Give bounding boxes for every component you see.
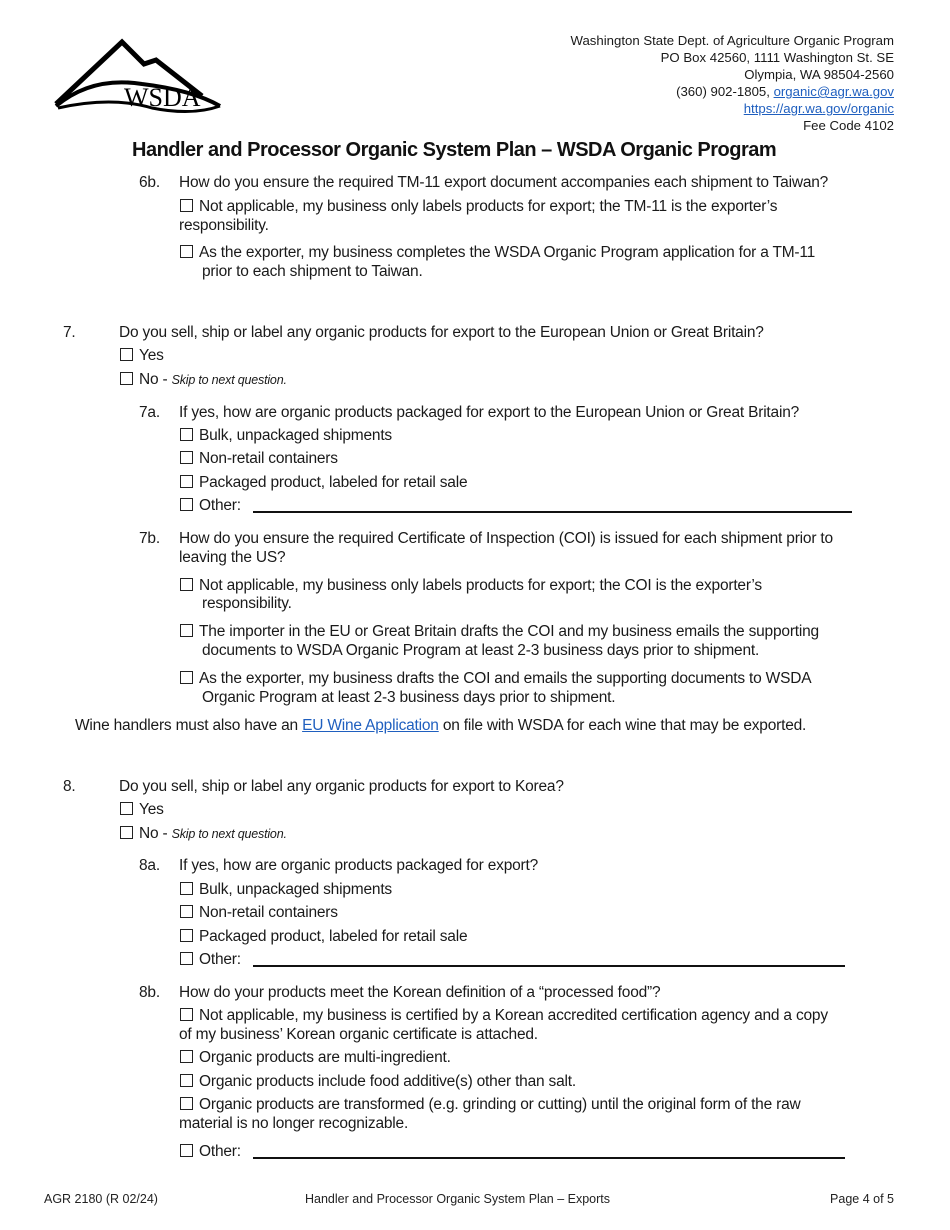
option-8a-2: Non-retail containers [180,904,338,922]
question-number: 7b. [139,530,160,547]
footer-title: Handler and Processor Organic System Plan – Exports [305,1192,610,1206]
question-6b: How do you ensure the required TM-11 export document accompanies each shipment to Taiwan? [179,174,829,191]
checkbox[interactable] [180,952,193,965]
question-number: 8b. [139,984,160,1001]
checkbox[interactable] [180,498,193,511]
option-7b-3: As the exporter, my business drafts the COI and emails the supporting documents to WSDA [180,670,811,688]
option-8b-2: Organic products are multi-ingredient. [180,1049,451,1067]
option-7b-1: Not applicable, my business only labels products for export; the COI is the exporter’s [180,577,762,595]
skip-note: Skip to next question. [171,827,287,841]
checkbox[interactable] [180,929,193,942]
skip-note: Skip to next question. [171,373,287,387]
option-text: documents to WSDA Organic Program at least 2-3 business days prior to shipment. [202,642,760,659]
option-7b-2: The importer in the EU or Great Britain drafts the COI and my business emails the supporting [180,623,819,641]
checkbox[interactable] [180,905,193,918]
question-8: Do you sell, ship or label any organic products for export to Korea? [119,778,564,795]
checkbox[interactable] [180,1008,193,1021]
option-8a-3: Packaged product, labeled for retail sale [180,928,467,946]
website-link[interactable]: https://agr.wa.gov/organic [743,101,894,116]
option-7a-3: Packaged product, labeled for retail sale [180,474,467,492]
question-7b: How do you ensure the required Certificate of Inspection (COI) is issued for each shipment prior to [179,530,833,547]
option-text: of my business’ Korean organic certificate is attached. [179,1026,538,1043]
checkbox[interactable] [120,826,133,839]
checkbox[interactable] [120,348,133,361]
option-no: No - Skip to next question. [120,371,287,389]
question-7a: If yes, how are organic products packaged for export to the European Union or Great Britain? [179,404,800,421]
email-link[interactable]: organic@agr.wa.gov [773,84,894,99]
option-text: material is no longer recognizable. [179,1115,409,1132]
checkbox[interactable] [180,671,193,684]
wsda-logo [52,36,224,114]
checkbox[interactable] [180,1074,193,1087]
question-8b: How do your products meet the Korean definition of a “processed food”? [179,984,661,1001]
checkbox[interactable] [180,1050,193,1063]
fee-code: Fee Code 4102 [803,118,894,133]
question-number: 7a. [139,404,160,421]
svg-text:WSDA: WSDA [124,83,201,112]
other-text-field[interactable] [253,511,852,513]
checkbox[interactable] [180,1144,193,1157]
checkbox[interactable] [180,624,193,637]
other-text-field[interactable] [253,965,845,967]
option-6b-1: Not applicable, my business only labels products for export; the TM-11 is the exporter’s [180,198,777,216]
option-8b-4: Organic products are transformed (e.g. grinding or cutting) until the original form of the raw [180,1096,801,1114]
address-line: PO Box 42560, 1111 Washington St. SE [660,50,894,65]
option-yes: Yes [120,801,164,819]
question-number: 8. [63,778,76,795]
option-8b-3: Organic products include food additive(s) other than salt. [180,1073,576,1091]
other-text-field[interactable] [253,1157,845,1159]
phone-number: (360) 902-1805, [676,84,774,99]
checkbox[interactable] [180,451,193,464]
question-7: Do you sell, ship or label any organic products for export to the European Union or Great Britain? [119,324,764,341]
contact-line [571,83,895,100]
option-7a-other: Other: [180,497,241,515]
checkbox[interactable] [180,475,193,488]
page-title: Handler and Processor Organic System Plan – WSDA Organic Program [132,139,777,161]
option-no: No - Skip to next question. [120,825,287,843]
option-7a-1: Bulk, unpackaged shipments [180,427,392,445]
checkbox[interactable] [180,1097,193,1110]
option-text: responsibility. [179,217,269,234]
checkbox[interactable] [120,372,133,385]
address-line: Olympia, WA 98504-2560 [744,67,894,82]
checkbox[interactable] [180,578,193,591]
option-yes: Yes [120,347,164,365]
agency-address-block [571,32,895,134]
option-text: prior to each shipment to Taiwan. [202,263,423,280]
page-number: Page 4 of 5 [830,1192,894,1206]
checkbox[interactable] [180,882,193,895]
question-8a: If yes, how are organic products packaged for export? [179,857,539,874]
address-line: Washington State Dept. of Agriculture Organic Program [570,33,894,48]
question-number: 8a. [139,857,160,874]
checkbox[interactable] [120,802,133,815]
option-8b-1: Not applicable, my business is certified by a Korean accredited certification agency and a copy [180,1007,828,1025]
option-8b-other: Other: [180,1143,241,1161]
option-6b-2: As the exporter, my business completes the WSDA Organic Program application for a TM-11 [180,244,815,262]
question-number: 6b. [139,174,160,191]
form-id: AGR 2180 (R 02/24) [44,1192,158,1206]
question-number: 7. [63,324,76,341]
option-text: responsibility. [202,595,292,612]
wine-note: Wine handlers must also have an EU Wine Application on file with WSDA for each wine that may be exported. [75,717,807,734]
checkbox[interactable] [180,428,193,441]
checkbox[interactable] [180,245,193,258]
option-8a-1: Bulk, unpackaged shipments [180,881,392,899]
option-text: Organic Program at least 2-3 business days prior to shipment. [202,689,616,706]
checkbox[interactable] [180,199,193,212]
option-8a-other: Other: [180,951,241,969]
question-text: leaving the US? [179,549,286,566]
eu-wine-application-link[interactable]: EU Wine Application [302,717,439,734]
option-7a-2: Non-retail containers [180,450,338,468]
